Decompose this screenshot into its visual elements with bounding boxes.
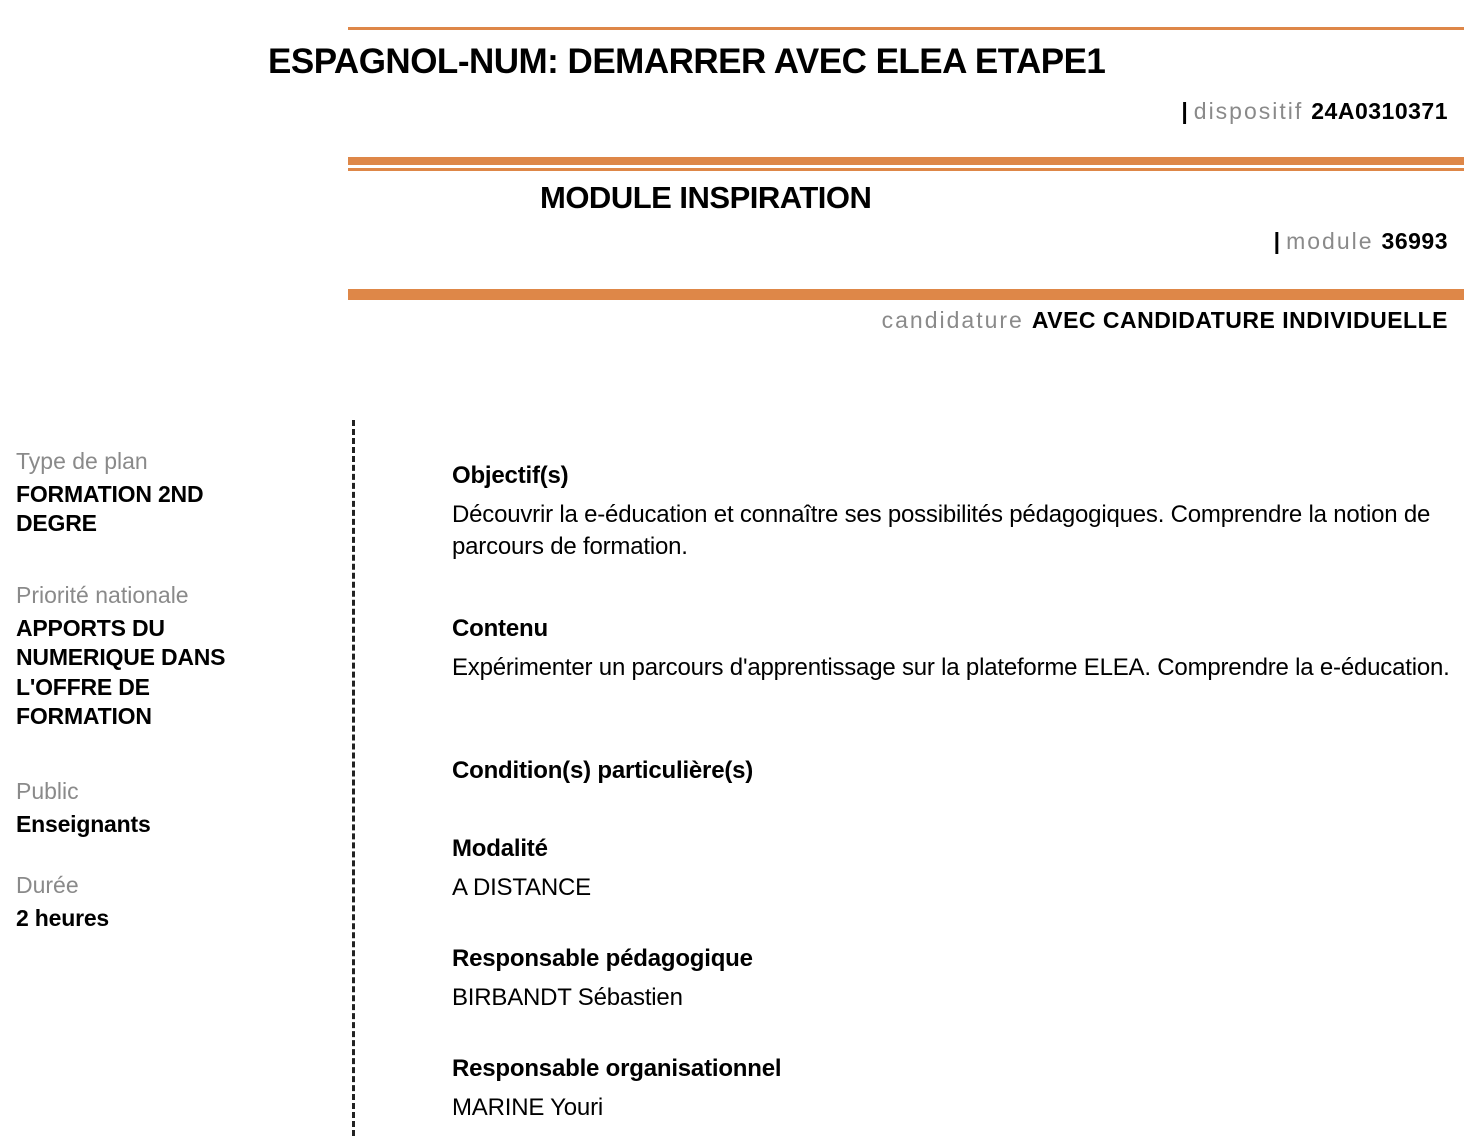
candidature-divider (348, 289, 1464, 300)
sidebar-item-duree (16, 872, 272, 933)
candidature-meta (882, 307, 1448, 334)
candidature-value: AVEC CANDIDATURE INDIVIDUELLE (1031, 307, 1448, 333)
section-objectifs (452, 462, 1464, 563)
pipe-separator: | (1181, 98, 1188, 124)
dispositif-meta (1181, 98, 1448, 125)
module-label: module (1286, 228, 1374, 254)
sidebar-item-label: Public (16, 778, 79, 804)
sidebar-item-value: APPORTS DU NUMERIQUE DANS L'OFFRE DE FORMATION (16, 615, 226, 730)
section-body: A DISTANCE (452, 874, 591, 901)
section-heading: Condition(s) particulière(s) (452, 757, 754, 784)
module-title: MODULE INSPIRATION (540, 180, 872, 215)
pipe-separator: | (1273, 228, 1281, 254)
section-heading: Responsable pédagogique (452, 945, 753, 972)
sidebar-item-priorite-nationale (16, 582, 272, 732)
section-body: Découvrir la e-éducation et connaître ses possibilités pédagogiques. Comprendre la notion de parcours de formation. (452, 501, 1431, 560)
page-title: ESPAGNOL-NUM: DEMARRER AVEC ELEA ETAPE1 (268, 42, 1106, 81)
section-body: BIRBANDT Sébastien (452, 984, 683, 1011)
top-divider (348, 27, 1464, 30)
divider-thin-line (348, 168, 1464, 171)
sidebar-item-value: 2 heures (16, 905, 110, 931)
section-responsable-pedagogique (452, 945, 1464, 1014)
sidebar-item-type-de-plan (16, 448, 272, 539)
candidature-label: candidature (881, 307, 1024, 333)
sidebar-item-label: Type de plan (16, 448, 148, 474)
section-contenu (452, 615, 1464, 684)
section-responsable-organisationnel (452, 1055, 1464, 1124)
section-heading: Modalité (452, 835, 548, 862)
sidebar-item-public (16, 778, 272, 839)
section-heading: Contenu (452, 615, 548, 642)
section-body: Expérimenter un parcours d'apprentissage sur la plateforme ELEA. Comprendre la e-éducation. (452, 654, 1450, 681)
divider-thick-bar (348, 157, 1464, 165)
section-body: MARINE Youri (452, 1094, 603, 1121)
module-divider (348, 157, 1464, 171)
sidebar-item-label: Durée (16, 872, 79, 898)
module-value: 36993 (1381, 228, 1448, 254)
dispositif-label: dispositif (1193, 98, 1304, 124)
sidebar-item-value: Enseignants (16, 811, 151, 837)
sidebar-item-label: Priorité nationale (16, 582, 189, 608)
dispositif-value: 24A0310371 (1311, 98, 1448, 124)
section-heading: Responsable organisationnel (452, 1055, 782, 1082)
dashed-column-separator (352, 420, 355, 1136)
section-heading: Objectif(s) (452, 462, 569, 489)
module-meta (1274, 228, 1448, 255)
section-modalite (452, 835, 1464, 904)
sidebar-item-value: FORMATION 2ND DEGRE (16, 481, 204, 537)
section-conditions-particulieres (452, 757, 1464, 794)
